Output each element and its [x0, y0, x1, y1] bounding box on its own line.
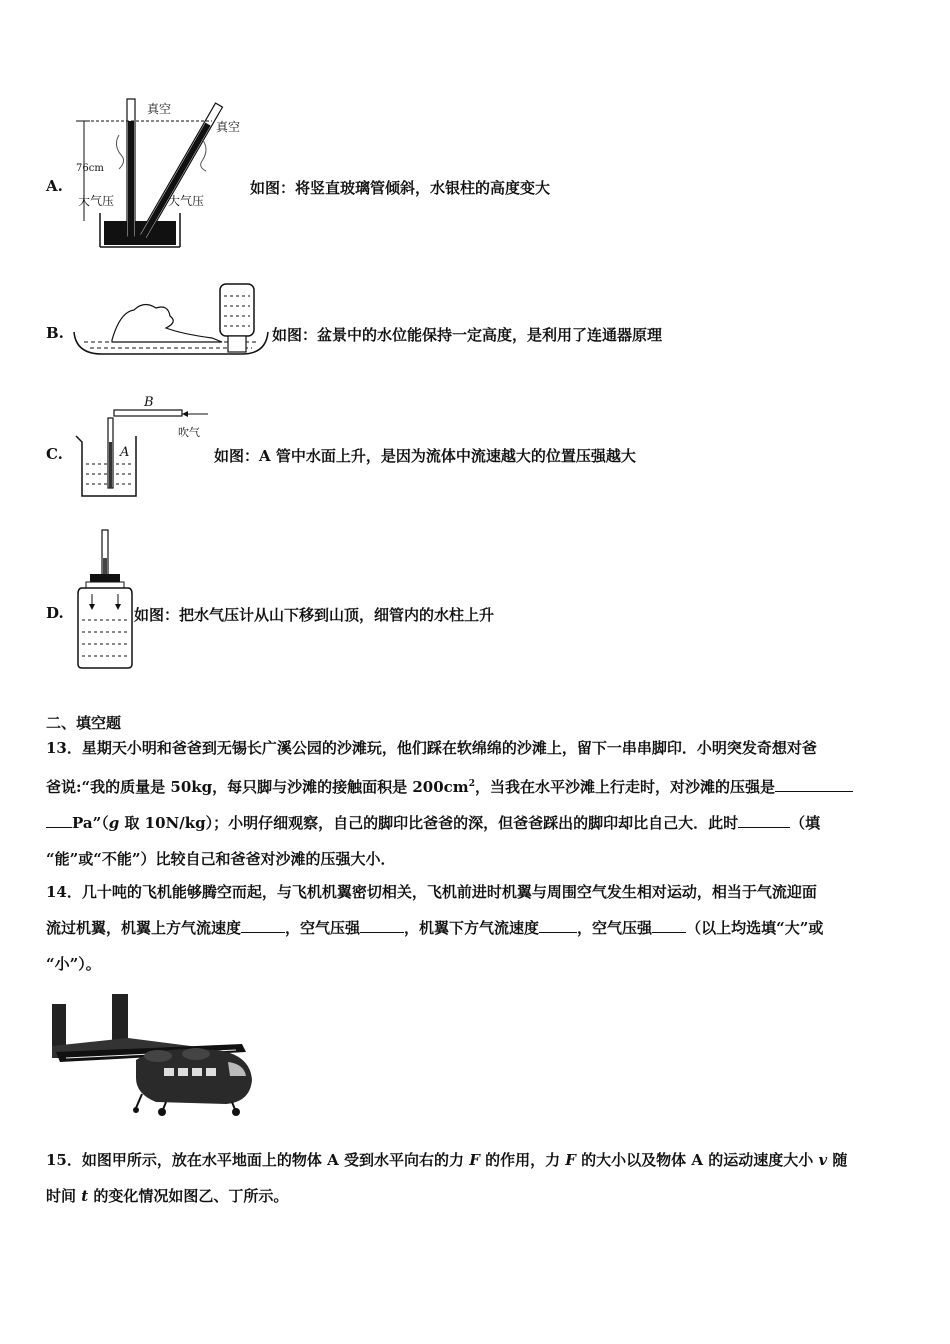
q14-line-1: 14．几十吨的飞机能够腾空而起，与飞机机翼密切相关，飞机前进时机翼与周围空气发生相对运动，相当于气流迎面 — [46, 883, 817, 901]
option-d-text: 如图：把水气压计从山下移到山顶，细管内的水柱上升 — [134, 606, 495, 624]
option-b-text: 如图：盆景中的水位能保持一定高度，是利用了连通器原理 — [272, 326, 663, 344]
vacuum-label-1: 真空 — [147, 102, 172, 116]
q14-blank-4[interactable] — [652, 918, 686, 933]
tube-a-label: A — [120, 445, 130, 460]
q13-blank-compare[interactable] — [738, 813, 790, 828]
q14-blank-2[interactable] — [360, 918, 404, 933]
question-14 — [46, 874, 904, 982]
option-c-letter: C. — [46, 445, 63, 463]
vacuum-label-2: 真空 — [216, 120, 241, 134]
q13-line-3: Pa”（g 取 10N/kg）；小明仔细观察，自己的脚印比爸爸的深，但爸爸踩出的脚印却比自己大．此时 （填 — [46, 805, 904, 841]
q15-line-1: 15．如图甲所示，放在水平地面上的物体 A 受到水平向右的力 F 的作用，力 F 的大小以及物体 A 的运动速度大小 v 随 — [46, 1151, 848, 1169]
q14-blank-3[interactable] — [539, 918, 577, 933]
q13-line-4: “能”或“不能”）比较自己和爸爸对沙滩的压强大小． — [46, 850, 396, 868]
option-d-letter: D. — [46, 604, 64, 622]
q13-line-1: 13．星期天小明和爸爸到无锡长广溪公园的沙滩玩，他们踩在软绵绵的沙滩上，留下一串串脚印．小明突发奇想对爸 — [46, 739, 817, 757]
option-b-letter: B. — [46, 324, 64, 342]
water-barometer-figure — [76, 528, 136, 670]
tube-b-label: B — [144, 395, 154, 410]
q13-line-2: 爸说:“我的质量是 50kg，每只脚与沙滩的接触面积是 $200cm^2$，当我在水平沙滩上行走时，对沙滩的压强是 — [46, 766, 904, 805]
blow-label: 吹气 — [178, 426, 200, 439]
height-label: 76cm — [76, 163, 104, 174]
q13-blank-pressure-cont[interactable] — [46, 813, 72, 828]
option-a-text: 如图：将竖直玻璃管倾斜，水银柱的高度变大 — [250, 179, 551, 197]
airplane-photo — [46, 990, 256, 1118]
q14-blank-1[interactable] — [241, 918, 285, 933]
bonsai-water-figure — [72, 282, 272, 362]
question-15 — [46, 1142, 904, 1214]
section-title: 二、填空题 — [46, 714, 122, 732]
mercury-barometer-figure — [74, 95, 254, 255]
option-c-text: 如图：A 管中水面上升，是因为流体中流速越大的位置压强越大 — [214, 447, 636, 465]
q13-blank-pressure[interactable] — [775, 777, 853, 792]
option-a-letter: A. — [46, 177, 63, 195]
q14-line-3: “小”）。 — [46, 955, 101, 973]
atm-label-2: 大气压 — [168, 194, 205, 208]
q14-line-2: 流过机翼，机翼上方气流速度 ，空气压强 ，机翼下方气流速度 ，空气压强 （以上均选填“大”或 — [46, 919, 824, 937]
q15-line-2: 时间 t 的变化情况如图乙、丁所示。 — [46, 1187, 289, 1205]
blowing-tube-figure — [74, 392, 214, 504]
atm-label-1: 大气压 — [78, 194, 115, 208]
question-13 — [46, 730, 904, 877]
